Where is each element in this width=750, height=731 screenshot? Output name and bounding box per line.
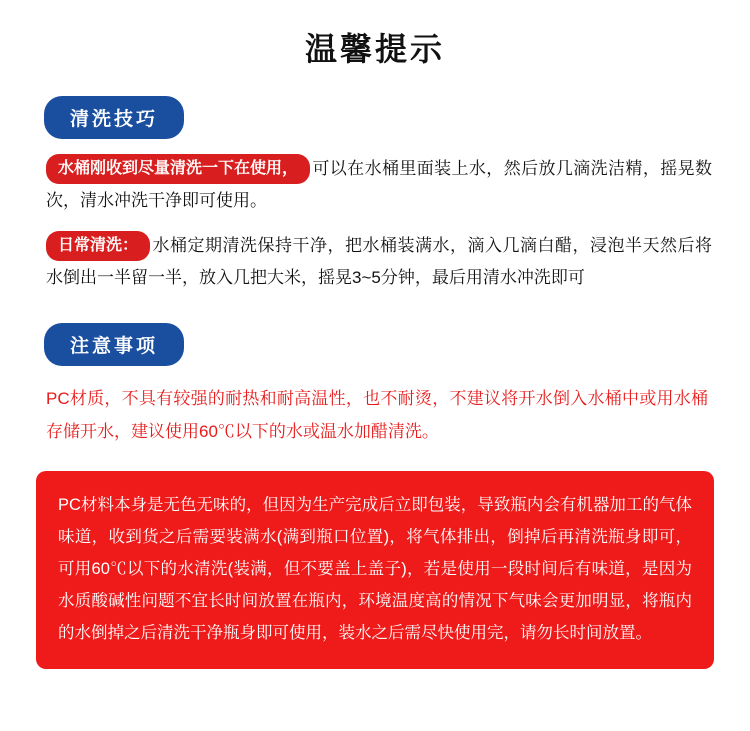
cleaning-tip-paragraph-2: [46, 230, 712, 293]
tag-pill-first-use: 水桶刚收到尽量清洗一下在使用，: [46, 154, 310, 184]
paragraph-text-daily-clean: 水桶定期清洗保持干净，把水桶装满水，滴入几滴白醋，浸泡半天然后将水倒出一半留一半，放入几把大米，摇晃3~5分钟，最后用清水冲洗即可: [46, 236, 712, 287]
page-title: 温馨提示: [304, 31, 445, 67]
precaution-note-text: PC材质，不具有较强的耐热和耐高温性，也不耐烫，不建议将开水倒入水桶中或用水桶存储开水，建议使用60℃以下的水或温水加醋清洗。: [46, 389, 708, 442]
section-header-precautions: [44, 323, 726, 366]
tips-document: [0, 30, 750, 731]
tag-pill-daily-clean: 日常清洗：: [46, 231, 150, 261]
red-warning-panel-text: PC材料本身是无色无味的，但因为生产完成后立即包装，导致瓶内会有机器加工的气体味道，收到货之后需要装满水(满到瓶口位置)，将气体排出，倒掉后再清洗瓶身即可，可用60℃以下的水清洗(装满，但不要盖上盖子)，若是使用一段时间后有味道，是因为水质酸碱性问题不宜长时间放置在瓶内，环境温度高的情况下气味会更加明显，将瓶内的水倒掉之后清洗干净瓶身即可使用，装水之后需尽快使用完，请勿长时间放置。: [58, 495, 692, 643]
section-header-cleaning-tips: [44, 96, 726, 139]
cleaning-tip-paragraph-1: [46, 153, 712, 216]
section-badge-label-precautions: 注意事项: [44, 323, 184, 366]
red-warning-panel: [36, 471, 714, 670]
section-badge-label: 清洗技巧: [44, 96, 184, 139]
paragraph-text-first-use: 可以在水桶里面装上水，然后放几滴洗洁精，摇晃数次，清水冲洗干净即可使用。: [46, 159, 712, 210]
